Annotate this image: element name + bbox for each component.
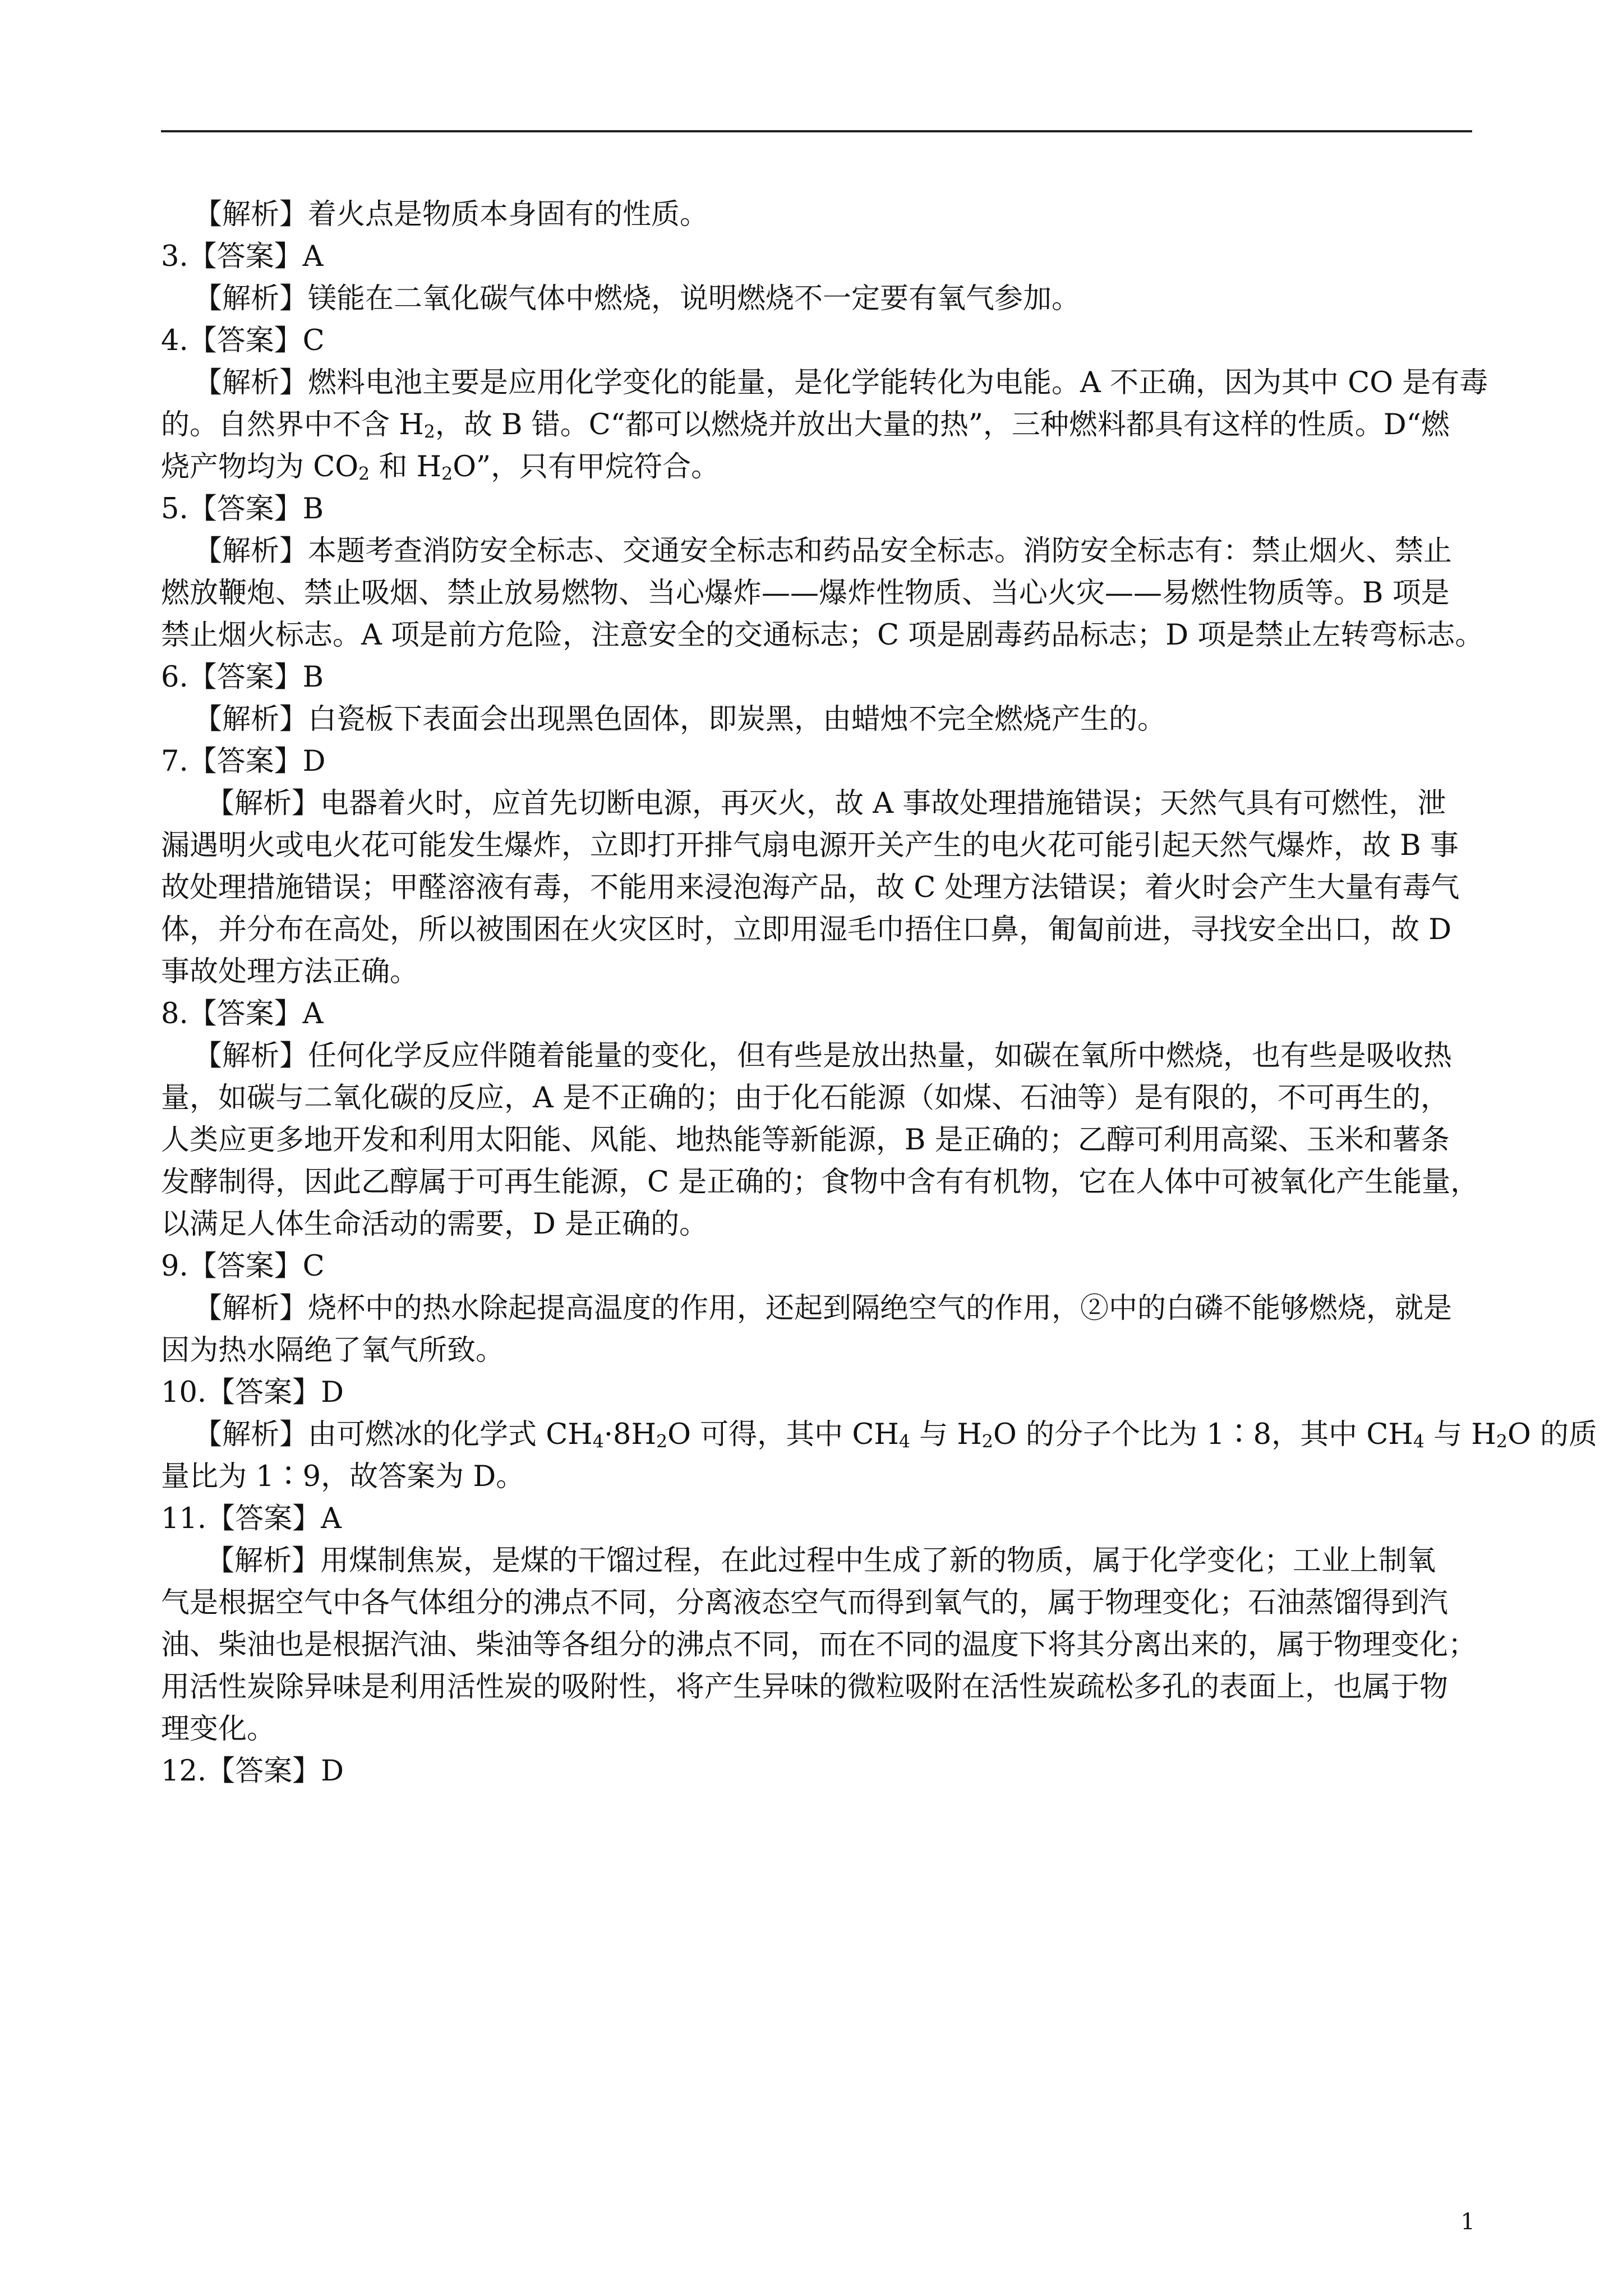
- text-line: 【解析】着火点是物质本身固有的性质。: [193, 198, 709, 231]
- header-rule: [161, 130, 1472, 132]
- text-line: 燃放鞭炮、禁止吸烟、禁止放易燃物、当心爆炸——爆炸性物质、当心火灾——易燃性物质等。B 项是: [161, 577, 1450, 610]
- text-line: 发酵制得，因此乙醇属于可再生能源，C 是正确的；食物中含有有机物，它在人体中可被氧化产生能量，: [161, 1166, 1479, 1199]
- text-line: 以满足人体生命活动的需要，D 是正确的。: [161, 1208, 708, 1241]
- text-line: 禁止烟火标志。A 项是前方危险，注意安全的交通标志；C 项是剧毒药品标志；D 项是禁止左转弯标志。: [161, 619, 1484, 652]
- text-line: 理变化。: [161, 1713, 276, 1746]
- text-line: 因为热水隔绝了氧气所致。: [161, 1334, 505, 1367]
- text-line: 用活性炭除异味是利用活性炭的吸附性，将产生异味的微粒吸附在活性炭疏松多孔的表面上，也属于物: [161, 1671, 1449, 1704]
- text-line: 漏遇明火或电火花可能发生爆炸，立即打开排气扇电源开关产生的电火花可能引起天然气爆炸，故 B 事: [161, 829, 1459, 862]
- text-line: 11.【答案】A: [161, 1502, 342, 1535]
- text-line: 油、柴油也是根据汽油、柴油等各组分的沸点不同，而在不同的温度下将其分离出来的，属于物理变化；: [161, 1628, 1477, 1662]
- text-line: 【解析】镁能在二氧化碳气体中燃烧，说明燃烧不一定要有氧气参加。: [193, 282, 1081, 315]
- text-line: 体，并分布在高处，所以被围困在火灾区时，立即用湿毛巾捂住口鼻，匍匐前进，寻找安全出口，故 D: [161, 913, 1452, 946]
- text-line: 事故处理方法正确。: [161, 955, 419, 988]
- text-line: 【解析】燃料电池主要是应用化学变化的能量，是化学能转化为电能。A 不正确，因为其中 CO 是有毒: [193, 366, 1488, 399]
- text-line: 3.【答案】A: [161, 240, 324, 273]
- answer-text-body: [161, 194, 1598, 1792]
- text-line: 【解析】任何化学反应伴随着能量的变化，但有些是放出热量，如碳在氧所中燃烧，也有些是吸收热: [193, 1039, 1453, 1073]
- text-line: 【解析】烧杯中的热水除起提高温度的作用，还起到隔绝空气的作用，②中的白磷不能够燃烧，就是: [193, 1292, 1453, 1325]
- text-line: 【解析】用煤制焦炭，是煤的干馏过程，在此过程中生成了新的物质，属于化学变化；工业上制氧: [206, 1544, 1436, 1577]
- page-number: 1: [1460, 2209, 1475, 2235]
- text-line: 【解析】电器着火时，应首先切断电源，再灭火，故 A 事故处理措施错误；天然气具有可燃性，泄: [206, 787, 1446, 820]
- text-line: 12.【答案】D: [161, 1755, 344, 1788]
- text-line: 10.【答案】D: [161, 1376, 344, 1409]
- text-line: 的。自然界中不含 $H_2$，故 B 错。C“都可以燃烧并放出大量的热”，三种燃料都具有这样的性质。D“燃: [161, 408, 1450, 443]
- text-line: 故处理措施错误；甲醛溶液有毒，不能用来浸泡海产品，故 C 处理方法错误；着火时会产生大量有毒气: [161, 871, 1460, 904]
- text-line: 量，如碳与二氧化碳的反应，A 是不正确的；由于化石能源（如煤、石油等）是有限的，不可再生的，: [161, 1082, 1450, 1115]
- text-line: 【解析】白瓷板下表面会出现黑色固体，即炭黑，由蜡烛不完全燃烧产生的。: [193, 703, 1166, 736]
- text-line: 【解析】由可燃冰的化学式 $CH_4\cdot 8H_2O$ 可得，其中 $CH_4$ 与 $H_2O$ 的分子个比为 1∶8，其中 $CH_4$ 与 $H_2O$ 的质: [193, 1418, 1598, 1452]
- text-line: 气是根据空气中各气体组分的沸点不同，分离液态空气而得到氧气的，属于物理变化；石油蒸馏得到汽: [161, 1586, 1449, 1619]
- text-line: 人类应更多地开发和利用太阳能、风能、地热能等新能源，B 是正确的；乙醇可利用高粱、玉米和薯条: [161, 1124, 1450, 1157]
- text-line: 烧产物均为 $CO_2$ 和 $H_2O$”，只有甲烷符合。: [161, 450, 720, 485]
- text-line: 【解析】本题考查消防安全标志、交通安全标志和药品安全标志。消防安全标志有：禁止烟火、禁止: [193, 535, 1453, 568]
- text-line: 量比为 1∶9，故答案为 D。: [161, 1460, 525, 1493]
- text-line: 6.【答案】B: [161, 661, 324, 694]
- text-line: 5.【答案】B: [161, 493, 324, 526]
- text-line: 8.【答案】A: [161, 997, 324, 1030]
- text-line: 7.【答案】D: [161, 745, 326, 778]
- text-line: 4.【答案】C: [161, 324, 325, 357]
- text-line: 9.【答案】C: [161, 1250, 325, 1283]
